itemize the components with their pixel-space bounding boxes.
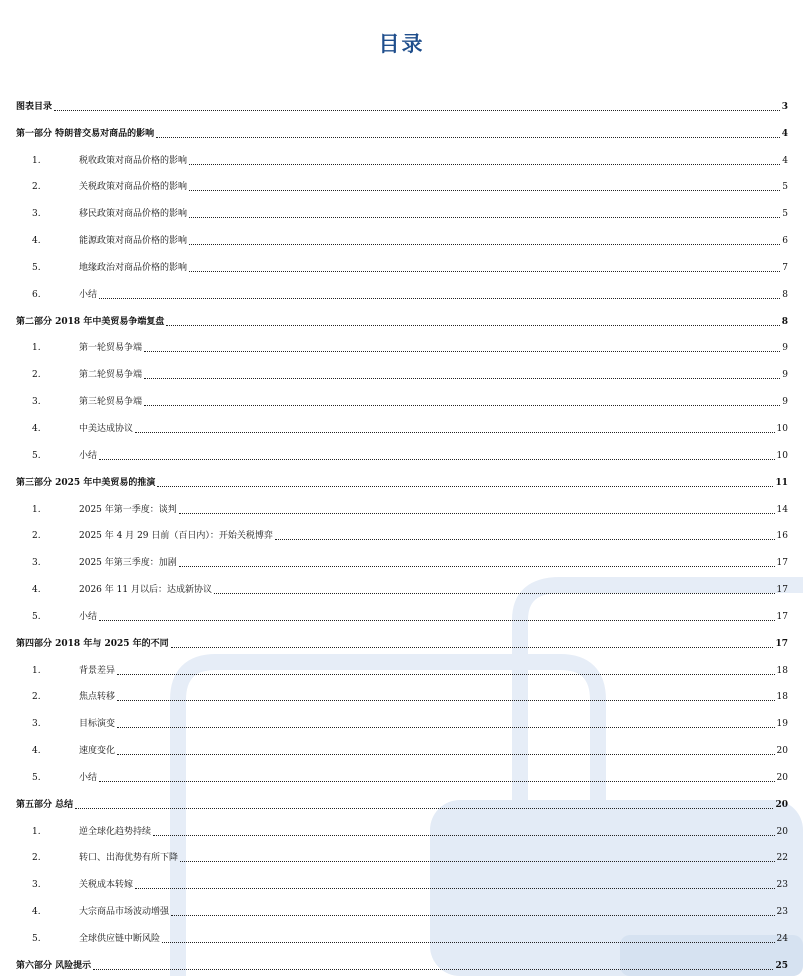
toc-entry-number: 5. (32, 772, 41, 783)
toc-dot-leader (99, 780, 775, 782)
toc-dot-leader (144, 404, 780, 406)
toc-entry-label: 第六部分 风险提示 (16, 960, 92, 971)
toc-page-number: 23 (776, 907, 788, 918)
toc-section-entry[interactable] (16, 408, 788, 435)
toc-page-number: 3 (781, 101, 788, 112)
toc-entry-label: 第四部分 2018 年与 2025 年的不同 (16, 638, 169, 649)
toc-section-entry[interactable] (16, 247, 788, 274)
toc-entry-label: 移民政策对商品价格的影响 (79, 209, 188, 220)
toc-page-number: 20 (776, 826, 788, 837)
toc-dot-leader (214, 592, 775, 594)
toc-section-entry[interactable] (16, 596, 788, 623)
toc-entry-number: 1. (32, 504, 41, 515)
toc-dot-leader (179, 565, 775, 567)
toc-entry-number: 2. (32, 182, 41, 193)
toc-section-entry[interactable] (16, 274, 788, 301)
toc-dot-leader (135, 431, 775, 433)
toc-section-entry[interactable] (16, 328, 788, 355)
toc-entry-label: 第三部分 2025 年中美贸易的推演 (16, 477, 156, 488)
toc-section-entry[interactable] (16, 757, 788, 784)
toc-entry-number: 1. (32, 155, 41, 166)
toc-entry-number: 2. (32, 531, 41, 542)
toc-dot-leader (171, 646, 774, 648)
toc-page-number: 23 (776, 880, 788, 891)
toc-dot-leader (135, 887, 775, 889)
toc-dot-leader (54, 109, 780, 111)
toc-section-entry[interactable] (16, 542, 788, 569)
toc-dot-leader (171, 914, 775, 916)
toc-entry-number: 4. (32, 585, 41, 596)
toc-entry-number: 5. (32, 262, 41, 273)
toc-entry-label: 焦点转移 (79, 692, 116, 703)
toc-entry-number: 4. (32, 236, 41, 247)
toc-dot-leader (189, 216, 780, 218)
toc-section-entry[interactable] (16, 140, 788, 167)
toc-section-entry[interactable] (16, 864, 788, 891)
toc-page-number: 19 (776, 719, 788, 730)
toc-page-number: 25 (775, 960, 788, 971)
toc-entry-label: 关税成本转嫁 (79, 880, 134, 891)
toc-entry-label: 全球供应链中断风险 (79, 934, 161, 944)
toc-dot-leader (275, 538, 775, 540)
toc-dot-leader (153, 834, 775, 836)
toc-dot-leader (180, 860, 775, 862)
toc-entry-label: 中美达成协议 (79, 423, 134, 434)
toc-dot-leader (93, 968, 773, 970)
toc-dot-leader (157, 485, 773, 487)
toc-dot-leader (117, 726, 775, 728)
toc-dot-leader (99, 297, 780, 299)
toc-entry-label: 能源政策对商品价格的影响 (79, 236, 188, 247)
toc-section-entry[interactable] (16, 918, 788, 945)
toc-entry-number: 3. (32, 719, 41, 730)
toc-entry-number: 2. (32, 370, 41, 381)
toc-section-entry[interactable] (16, 354, 788, 381)
toc-entry-number: 3. (32, 880, 41, 891)
toc-dot-leader (144, 377, 780, 379)
page-title: 目录 (378, 32, 425, 56)
toc-section-entry[interactable] (16, 516, 788, 543)
toc-dot-leader (75, 807, 773, 809)
toc-entry-label: 图表目录 (16, 101, 53, 112)
toc-entry-label: 小结 (79, 450, 98, 461)
toc-entry-label: 第二轮贸易争端 (79, 370, 143, 381)
toc-part-entry[interactable] (16, 623, 788, 650)
toc-page-number: 4 (782, 155, 788, 166)
toc-section-entry[interactable] (16, 167, 788, 194)
toc-dot-leader (144, 350, 780, 352)
toc-entry-number: 5. (32, 934, 41, 944)
toc-page-number: 5 (782, 209, 788, 220)
toc-dot-leader (189, 163, 780, 165)
toc-part-entry[interactable] (16, 86, 788, 113)
toc-part-entry[interactable] (16, 462, 788, 489)
toc-entry-label: 第五部分 总结 (16, 799, 74, 810)
toc-entry-label: 逆全球化趋势持续 (79, 826, 152, 837)
toc-entry-number: 1. (32, 826, 41, 837)
toc-entry-label: 地缘政治对商品价格的影响 (79, 262, 188, 273)
toc-entry-number: 5. (32, 450, 41, 461)
toc-entry-label: 小结 (79, 611, 98, 622)
toc-entry-number: 3. (32, 397, 41, 408)
toc-section-entry[interactable] (16, 703, 788, 730)
toc-dot-leader (162, 941, 775, 943)
toc-part-entry[interactable] (16, 301, 788, 328)
toc-entry-number: 4. (32, 423, 41, 434)
toc-page-number: 9 (782, 397, 788, 408)
toc-entry-number: 2. (32, 692, 41, 703)
toc-dot-leader (189, 189, 780, 191)
toc-page-number: 8 (782, 289, 788, 300)
toc-page-number: 18 (776, 665, 788, 676)
toc-section-entry[interactable] (16, 569, 788, 596)
toc-page-number: 9 (782, 370, 788, 381)
toc-page-number: 24 (776, 934, 788, 944)
toc-section-entry[interactable] (16, 650, 788, 677)
toc-entry-label: 第三轮贸易争端 (79, 397, 143, 408)
toc-page-number: 22 (776, 853, 788, 864)
toc-section-entry[interactable] (16, 677, 788, 704)
toc-page-number: 18 (776, 692, 788, 703)
toc-dot-leader (99, 619, 775, 621)
toc-entry-label: 背景差异 (79, 665, 116, 676)
toc-page-number: 10 (776, 423, 788, 434)
toc-page-number: 5 (782, 182, 788, 193)
toc-dot-leader (179, 512, 775, 514)
toc-dot-leader (117, 673, 775, 675)
toc-page-number: 17 (775, 638, 788, 649)
toc-page-number: 20 (775, 799, 788, 810)
toc-entry-number: 4. (32, 746, 41, 757)
toc-section-entry[interactable] (16, 381, 788, 408)
toc-section-entry[interactable] (16, 730, 788, 757)
toc-entry-number: 3. (32, 558, 41, 569)
toc-part-entry[interactable] (16, 113, 788, 140)
toc-entry-label: 速度变化 (79, 746, 116, 757)
toc-entry-label: 第一部分 特朗普交易对商品的影响 (16, 128, 155, 139)
toc-entry-label: 2025 年第三季度：加剧 (79, 558, 177, 569)
toc-section-entry[interactable] (16, 838, 788, 865)
toc-page-number: 6 (782, 236, 788, 247)
toc-dot-leader (189, 243, 780, 245)
toc-dot-leader (117, 699, 775, 701)
toc-page-number: 9 (782, 343, 788, 354)
toc-entry-label: 第二部分 2018 年中美贸易争端复盘 (16, 316, 165, 327)
toc-entry-number: 1. (32, 665, 41, 676)
toc-page-number: 11 (775, 477, 788, 488)
toc-entry-label: 关税政策对商品价格的影响 (79, 182, 188, 193)
toc-entry-number: 6. (32, 289, 41, 300)
toc-entry-label: 2025 年第一季度：谈判 (79, 504, 177, 515)
toc-dot-leader (156, 136, 780, 138)
toc-entry-number: 4. (32, 907, 41, 918)
toc-page-number: 20 (776, 772, 788, 783)
toc-entry-number: 3. (32, 209, 41, 220)
toc-page-number: 14 (776, 504, 788, 515)
toc-section-entry[interactable] (16, 435, 788, 462)
toc-entry-label: 小结 (79, 289, 98, 300)
toc-page-number: 16 (776, 531, 788, 542)
toc-entry-label: 第一轮贸易争端 (79, 343, 143, 354)
table-of-contents (16, 86, 788, 972)
toc-page-number: 20 (776, 746, 788, 757)
toc-entry-label: 大宗商品市场波动增强 (79, 907, 170, 918)
toc-page-number: 17 (776, 585, 788, 596)
toc-part-entry[interactable] (16, 784, 788, 811)
toc-page-number: 7 (782, 262, 788, 273)
toc-dot-leader (189, 270, 780, 272)
toc-entry-label: 转口、出海优势有所下降 (79, 853, 179, 864)
toc-entry-label: 税收政策对商品价格的影响 (79, 155, 188, 166)
toc-entry-number: 2. (32, 853, 41, 864)
toc-section-entry[interactable] (16, 489, 788, 516)
toc-entry-label: 2025 年 4 月 29 日前（百日内）：开始关税博弈 (79, 531, 273, 542)
toc-entry-number: 5. (32, 611, 41, 622)
toc-page-number: 10 (776, 450, 788, 461)
toc-section-entry[interactable] (16, 891, 788, 918)
toc-dot-leader (99, 458, 775, 460)
toc-entry-label: 2026 年 11 月以后：达成新协议 (79, 585, 212, 596)
toc-dot-leader (166, 324, 779, 326)
toc-section-entry[interactable] (16, 220, 788, 247)
toc-page-number: 8 (781, 316, 788, 327)
toc-page-number: 17 (776, 611, 788, 622)
toc-entry-number: 1. (32, 343, 41, 354)
toc-section-entry[interactable] (16, 811, 788, 838)
toc-page-number: 17 (776, 558, 788, 569)
toc-entry-label: 目标演变 (79, 719, 116, 730)
toc-dot-leader (117, 753, 775, 755)
toc-section-entry[interactable] (16, 193, 788, 220)
toc-part-entry[interactable] (16, 945, 788, 972)
toc-page-number: 4 (781, 128, 788, 139)
toc-entry-label: 小结 (79, 772, 98, 783)
